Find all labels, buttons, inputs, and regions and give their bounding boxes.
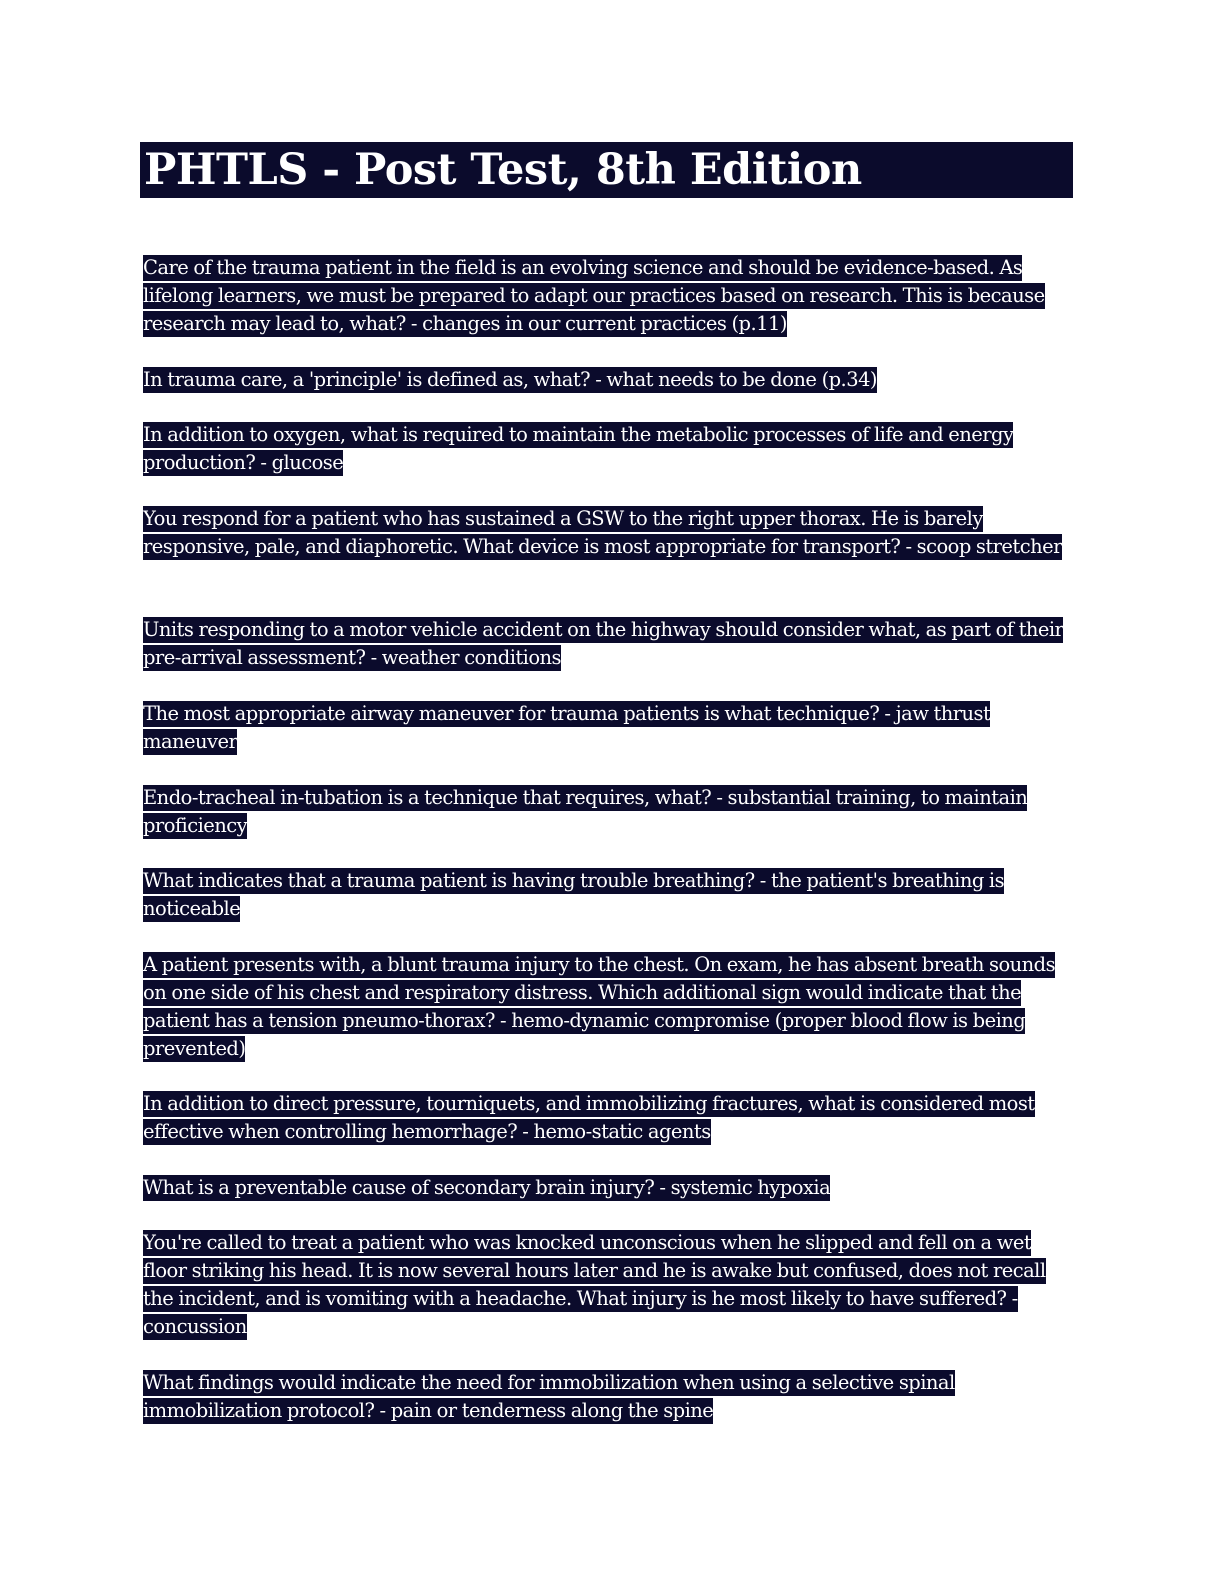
qa-item: [143, 1090, 1073, 1146]
qa-text: In addition to oxygen, what is required to maintain the metabolic processes of life and energy production? - glucose: [143, 423, 1014, 474]
qa-text: Units responding to a motor vehicle accident on the highway should consider what, as part of their pre-arrival assessment? - weather conditions: [143, 618, 1064, 669]
qa-item: [143, 505, 1073, 561]
qa-item: [143, 421, 1073, 477]
qa-text: In addition to direct pressure, tourniquets, and immobilizing fractures, what is considered most effective when controlling hemorrhage? - hemo-static agents: [143, 1092, 1035, 1143]
qa-text: The most appropriate airway maneuver for trauma patients is what technique? - jaw thrust maneuver: [143, 702, 991, 753]
qa-text: In trauma care, a 'principle' is defined as, what? - what needs to be done (p.34): [143, 368, 877, 391]
qa-text: What findings would indicate the need for immobilization when using a selective spinal immobilization protocol? - pain or tenderness along the spine: [143, 1371, 955, 1422]
qa-item: [143, 1174, 1073, 1202]
qa-item: [143, 867, 1073, 923]
qa-item: [143, 254, 1073, 338]
qa-text: A patient presents with, a blunt trauma injury to the chest. On exam, he has absent breath sounds on one side of his chest and respiratory distress. Which additional sign would indicate that the patient has a tension pneumo-thorax? - hemo-dynamic compromise (proper blood flow is being prevented): [143, 953, 1056, 1060]
qa-item: [143, 951, 1073, 1063]
qa-item: [143, 366, 1073, 394]
title-highlight: [140, 142, 1073, 198]
qa-text: Endo-tracheal in-tubation is a technique that requires, what? - substantial training, to maintain proficiency: [143, 786, 1028, 837]
page-title: PHTLS - Post Test, 8th Edition: [144, 145, 862, 195]
qa-item: [143, 1369, 1073, 1425]
qa-text: You're called to treat a patient who was knocked unconscious when he slipped and fell on a wet floor striking his head. It is now several hours later and he is awake but confused, does not recall the incident, and is vomiting with a headache. What injury is he most likely to have suffered? - concussion: [143, 1231, 1046, 1338]
qa-item: [143, 616, 1073, 672]
qa-text: What indicates that a trauma patient is having trouble breathing? - the patient's breathing is noticeable: [143, 869, 1005, 920]
qa-text: What is a preventable cause of secondary brain injury? - systemic hypoxia: [143, 1176, 831, 1199]
qa-text: Care of the trauma patient in the field is an evolving science and should be evidence-based. As lifelong learners, we must be prepared to adapt our practices based on research. This is because research may lead to, what? - changes in our current practices (p.11): [143, 256, 1045, 335]
qa-item: [143, 1229, 1073, 1341]
qa-item: [143, 784, 1073, 840]
qa-item: [143, 700, 1073, 756]
qa-text: You respond for a patient who has sustained a GSW to the right upper thorax. He is barely responsive, pale, and diaphoretic. What device is most appropriate for transport? - scoop stretcher: [143, 507, 1062, 558]
